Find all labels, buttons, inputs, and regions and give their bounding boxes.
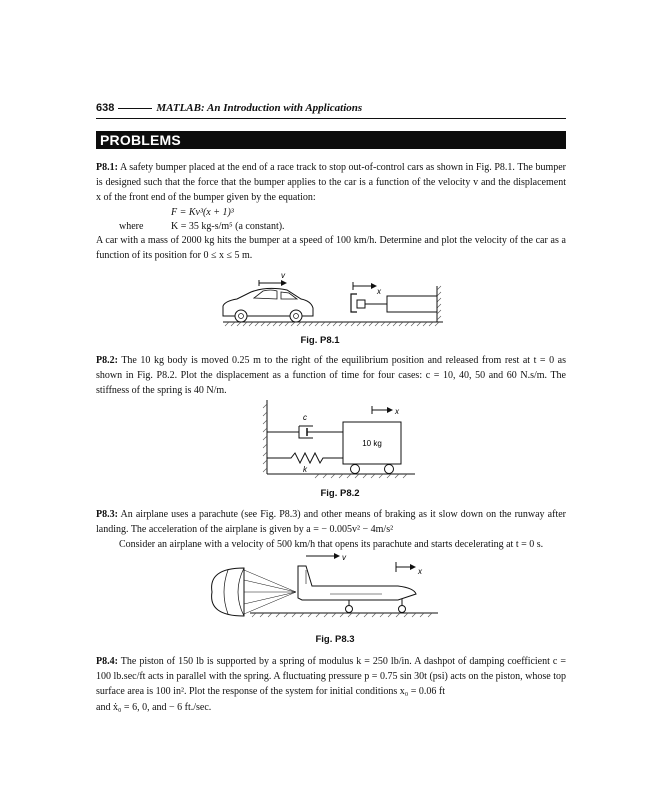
book-title: MATLAB: An Introduction with Applications: [156, 102, 363, 114]
label-x: x: [395, 407, 399, 416]
problem-p8-1-text: [96, 160, 566, 205]
problem-p8-4-text2: and ẋ₀ = 6, 0, and − 6 ft./sec.: [96, 702, 212, 713]
header-rule: [96, 118, 566, 119]
figure-p8-1: [215, 272, 455, 334]
label-v: v: [342, 553, 346, 562]
figure-caption-p8-1: Fig. P8.1: [300, 335, 340, 346]
label-k: k: [303, 465, 307, 474]
problem-body: The piston of 150 lb is supported by a spring of modulus k = 250 lb/in. A dashpot of damping coefficient c = 100 lb.sec/ft acts in parallel with the spring. A fluctuating pressure p = 0.75 sin 30t (psi) acts on the piston, whose top surface area is 100 in². Plot the response of the system for initial conditions x₀ = 0.06 ft: [96, 656, 566, 697]
problem-body: The 10 kg body is moved 0.25 m to the right of the equilibrium position and released from rest at t = 0 as shown in Fig. P8.2. Plot the displacement as a function of time for four cases: c = 10, 40, 50 and 60 N.s/m. The stiffness of the spring is 40 N/m.: [96, 355, 566, 396]
problem-p8-4-text: [96, 654, 566, 699]
problem-body: An airplane uses a parachute (see Fig. P8.3) and other means of braking as it slow down on the runway after landing. The acceleration of the airplane is given by a = − 0.005v² − 4m/s²: [96, 509, 566, 535]
problem-p8-2-text: [96, 353, 566, 398]
mass-label: 10 kg: [362, 439, 382, 448]
problem-label: P8.1:: [96, 162, 118, 173]
figure-caption-p8-2: Fig. P8.2: [320, 488, 360, 499]
where-definition: K = 35 kg-s/m⁵ (a constant).: [171, 221, 285, 232]
equation: F = Kv³(x + 1)³: [171, 207, 234, 218]
problem-p8-1-text2: A car with a mass of 2000 kg hits the bumper at a speed of 100 km/h. Determine and plot the velocity of the car as a function of its position for 0 ≤ x ≤ 5 m.: [96, 235, 566, 261]
problem-label: P8.3:: [96, 509, 118, 520]
problem-p8-3-text: [96, 507, 566, 537]
figure-caption-p8-3: Fig. P8.3: [315, 634, 355, 645]
where-label: where: [119, 221, 144, 232]
figure-p8-3: [210, 550, 440, 626]
label-x: x: [377, 287, 381, 296]
problem-body: A safety bumper placed at the end of a race track to stop out-of-control cars as shown in Fig. P8.1. The bumper is designed such that the force that the bumper applies to the car is a function of the velocity v and the displacement x of the front end of the bumper given by the equation:: [96, 162, 567, 203]
label-v: v: [281, 272, 285, 280]
running-header: [96, 102, 362, 114]
section-title: PROBLEMS: [96, 131, 566, 149]
page-number: 638: [96, 102, 115, 114]
figure-p8-2: [255, 398, 425, 482]
label-c: c: [303, 413, 307, 422]
label-x: x: [418, 567, 422, 576]
problem-p8-3-text2: Consider an airplane with a velocity of 500 km/h that opens its parachute and starts decelerating at t = 0 s.: [119, 539, 544, 550]
problem-label: P8.4:: [96, 656, 118, 667]
problem-label: P8.2:: [96, 355, 118, 366]
